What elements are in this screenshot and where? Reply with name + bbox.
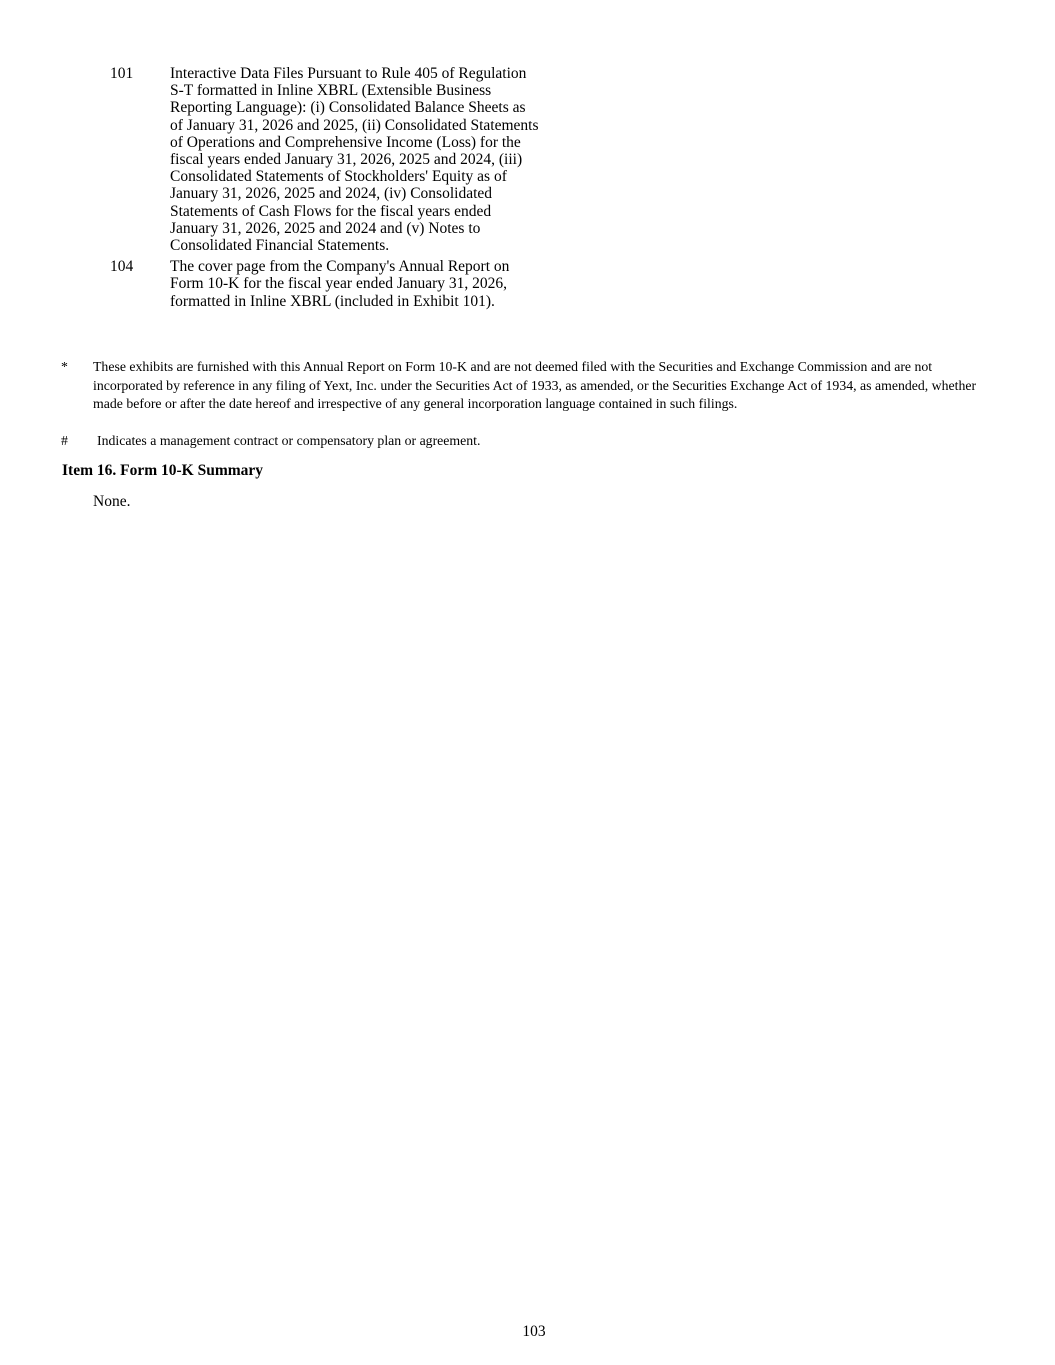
- exhibit-number: 101: [110, 65, 134, 82]
- exhibit-description: The cover page from the Company's Annual Report on Form 10-K for the fiscal year ended January 31, 2026, formatted in Inline XBRL (included in Exhibit 101).: [170, 258, 510, 310]
- item-16-heading: Item 16. Form 10-K Summary: [62, 462, 264, 479]
- footnote-management-contract: [61, 432, 996, 451]
- footnote-text: Indicates a management contract or compensatory plan or agreement.: [97, 433, 481, 448]
- exhibit-list: [110, 65, 550, 314]
- exhibit-description: Interactive Data Files Pursuant to Rule 405 of Regulation S-T formatted in Inline XBRL (Extensible Business Reporting Language): (i) Consolidated Balance Sheets as of January 31, 2026 and 2025, (ii) Consolidated Statements of Operations and Comprehensive Income (Loss) for the fiscal years ended January 31, 2026, 2025 and 2024, (iii) Consolidated Statements of Stockholders' Equity as of January 31, 2026, 2025 and 2024, (iv) Consolidated Statements of Cash Flows for the fiscal years ended January 31, 2026, 2025 and 2024 and (v) Notes to Consolidated Financial Statements.: [170, 65, 539, 255]
- footnote-asterisk-mark: *: [61, 359, 68, 374]
- footnote-hash-mark: #: [61, 433, 68, 448]
- item-16-body: None.: [93, 493, 131, 510]
- exhibit-row-104: [110, 258, 550, 310]
- page-number: 103: [522, 1323, 546, 1340]
- exhibit-row-101: [110, 65, 550, 254]
- footnote-furnished-exhibits: [61, 358, 996, 414]
- footnote-text: These exhibits are furnished with this Annual Report on Form 10-K and are not deemed filed with the Securities and Exchange Commission and are not incorporated by reference in any filing of Yext, Inc. under the Securities Act of 1933, as amended, or the Securities Exchange Act of 1934, as amended, whether made before or after the date hereof and irrespective of any general incorporation language contained in such filings.: [93, 359, 977, 411]
- exhibit-number: 104: [110, 258, 134, 276]
